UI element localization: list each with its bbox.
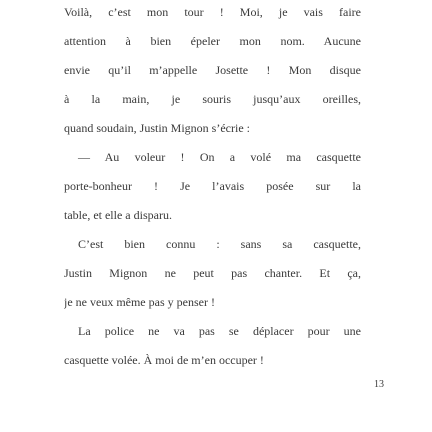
text-line: envie qu’il m’appelle Josette ! Mon disque — [64, 63, 361, 77]
text-line: attention à bien épeler mon nom. Aucune — [64, 34, 361, 48]
text-line: — Au voleur ! On a volé ma casquette — [78, 150, 361, 164]
text-line: table, et elle a disparu. — [64, 208, 172, 222]
text-line: quand soudain, Justin Mignon s’écrie : — [64, 121, 250, 135]
text-line: je ne veux même pas y penser ! — [64, 295, 215, 309]
text-line: Voilà, c’est mon tour ! Moi, je vais faire — [64, 5, 361, 19]
text-line: C’est bien connu : sans sa casquette, — [78, 237, 361, 251]
text-line: casquette volée. À moi de m’en occuper ! — [64, 353, 264, 367]
text-line: à la main, je souris jusqu’aux oreilles, — [64, 92, 361, 106]
text-line: Justin Mignon ne peut pas chanter. Et ça, — [64, 266, 361, 280]
page-number: 13 — [374, 379, 384, 390]
text-line: porte-bonheur ! Je l’avais posée sur la — [64, 179, 361, 193]
text-line: La police ne va pas se déplacer pour une — [78, 324, 361, 338]
